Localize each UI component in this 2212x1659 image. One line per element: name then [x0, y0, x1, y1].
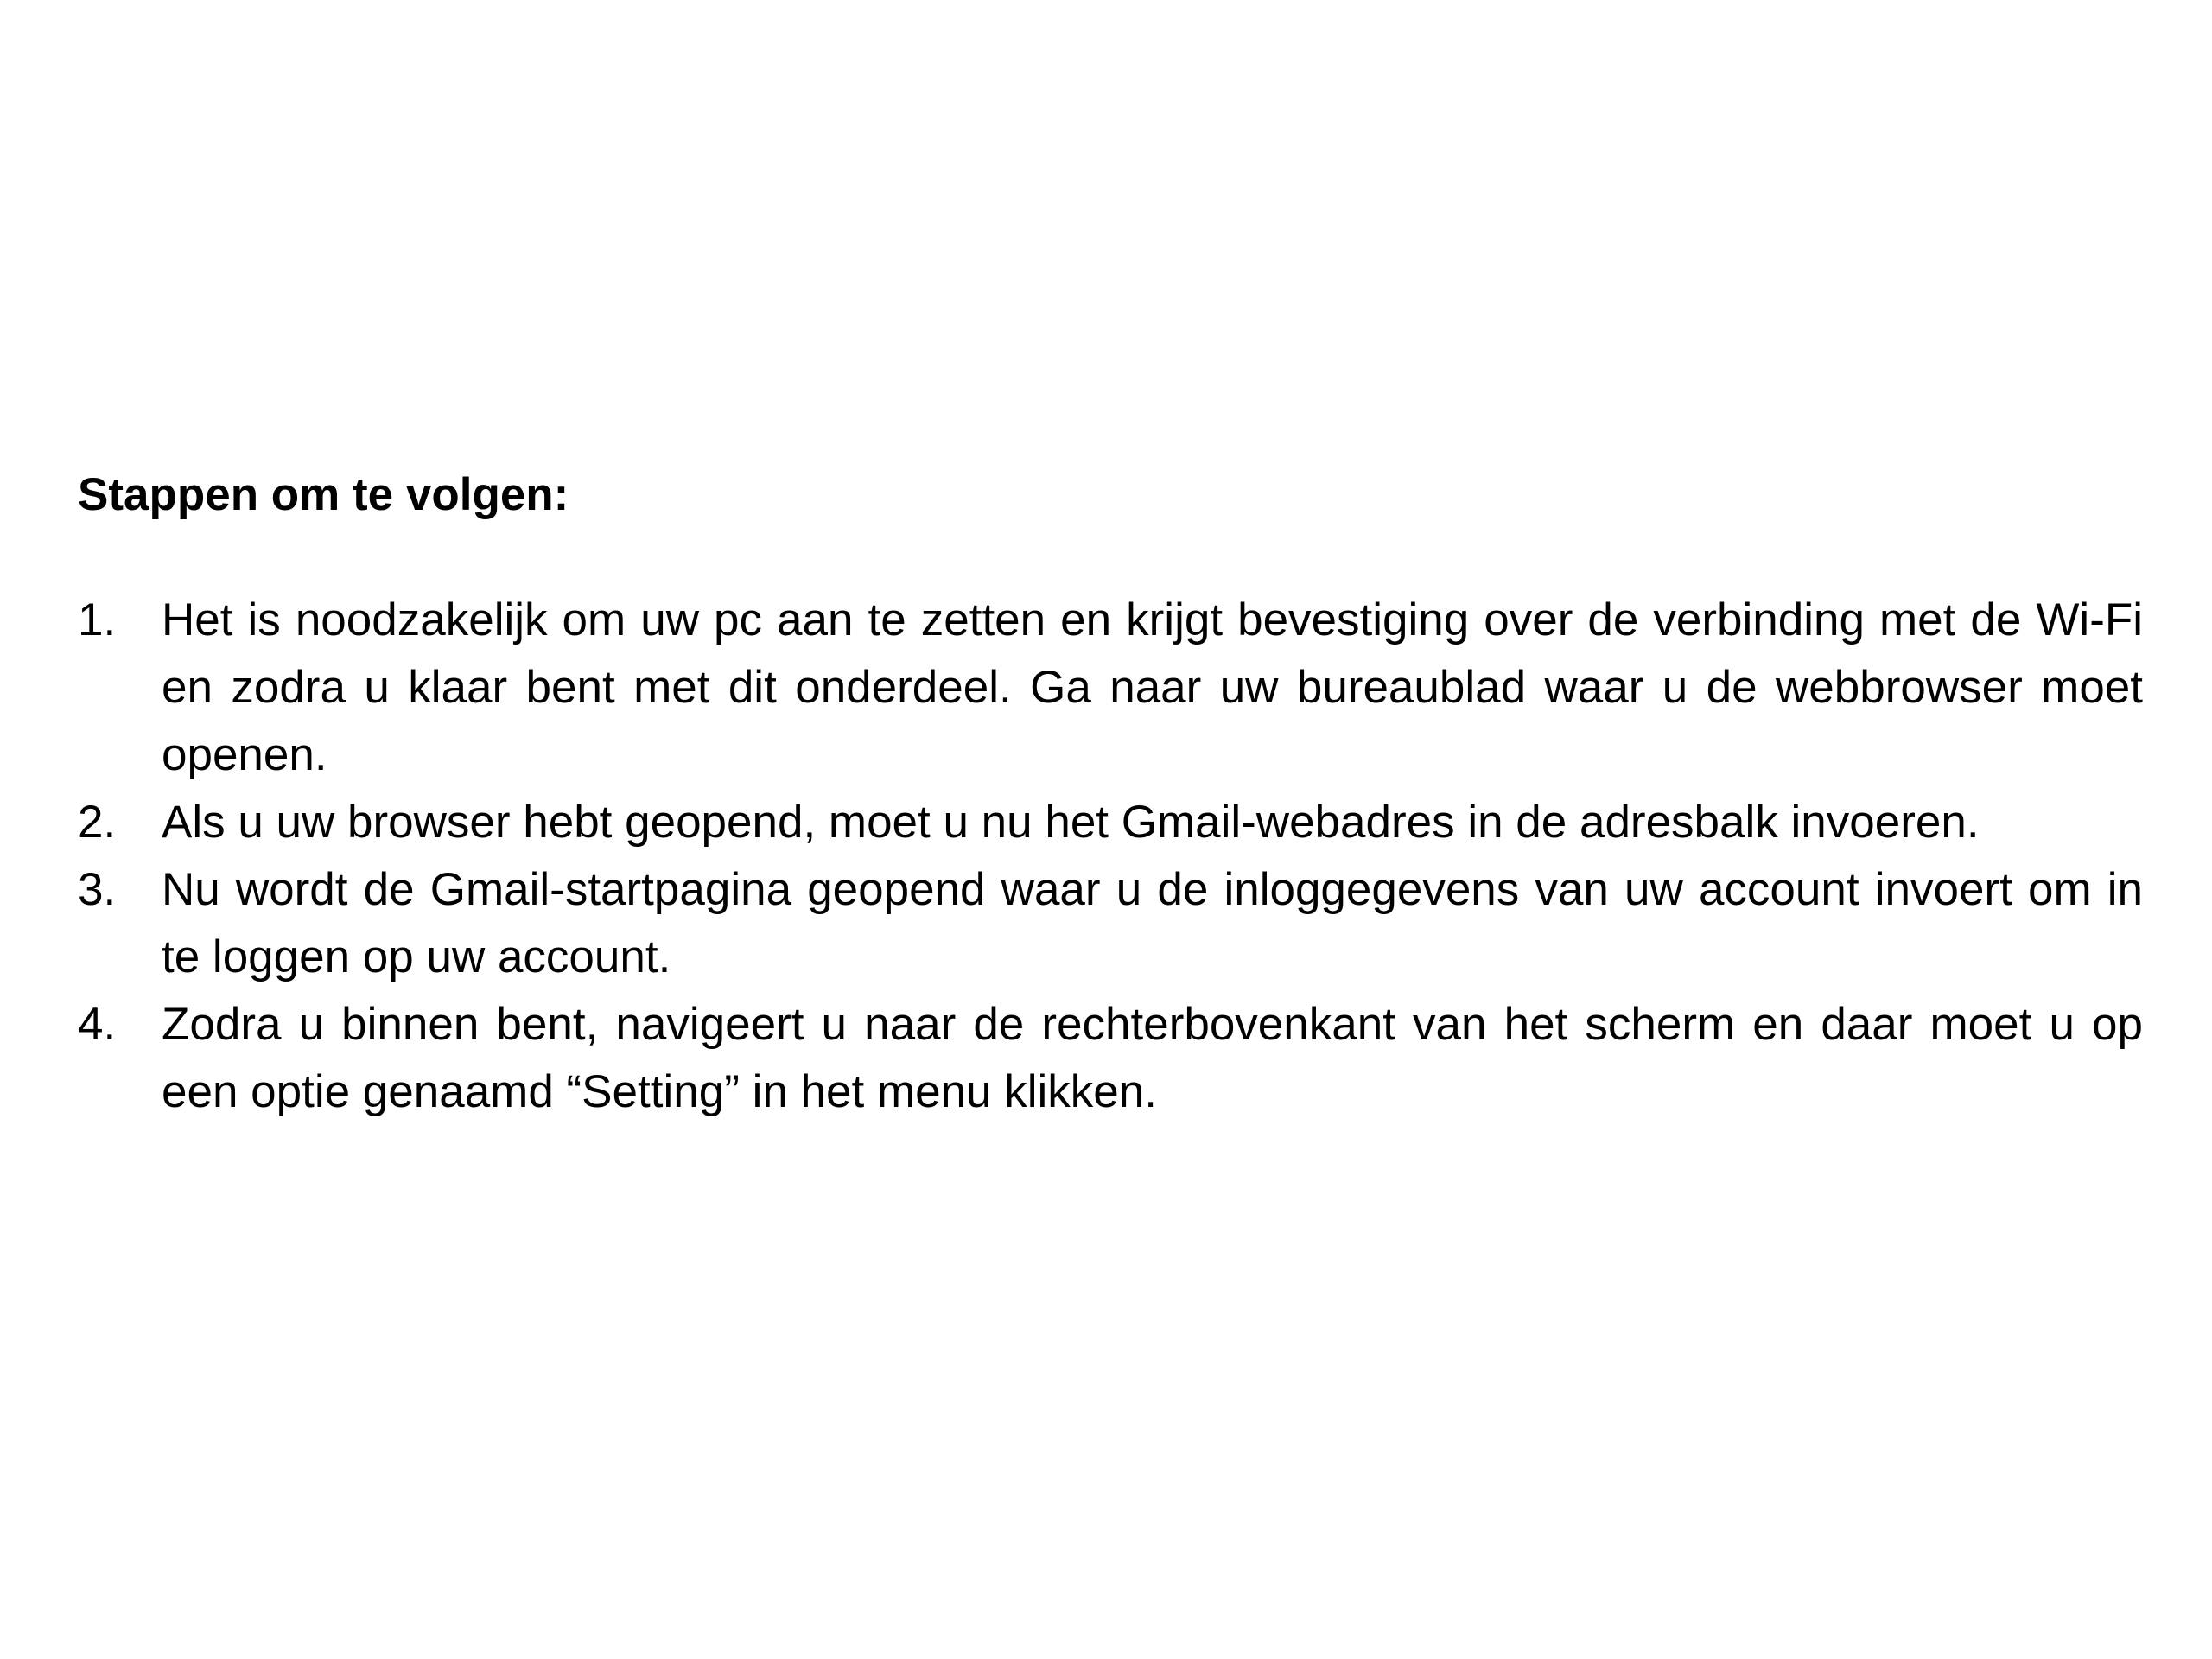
step-text: Nu wordt de Gmail-startpagina geopend waar u de inloggegevens van uw account invoert om in te loggen op uw account.	[162, 864, 2143, 982]
step-item	[78, 789, 2143, 856]
step-number: 1.	[78, 594, 117, 645]
step-number: 3.	[78, 864, 117, 915]
steps-list	[78, 587, 2143, 1126]
step-number: 4.	[78, 999, 117, 1050]
step-item	[78, 991, 2143, 1126]
steps-heading: Stappen om te volgen:	[78, 469, 569, 520]
step-text: Het is noodzakelijk om uw pc aan te zetten en krijgt bevestiging over de verbinding met de Wi-Fi en zodra u klaar bent met dit onderdeel. Ga naar uw bureaublad waar u de webbrowser moet openen.	[162, 594, 2143, 780]
step-item	[78, 587, 2143, 789]
step-text: Zodra u binnen bent, navigeert u naar de rechterbovenkant van het scherm en daar moet u op een optie genaamd “Setting” in het menu klikken.	[162, 999, 2143, 1117]
step-number: 2.	[78, 797, 117, 848]
step-item	[78, 856, 2143, 991]
step-text: Als u uw browser hebt geopend, moet u nu het Gmail-webadres in de adresbalk invoeren.	[162, 797, 1980, 848]
document-body	[78, 462, 2143, 1126]
